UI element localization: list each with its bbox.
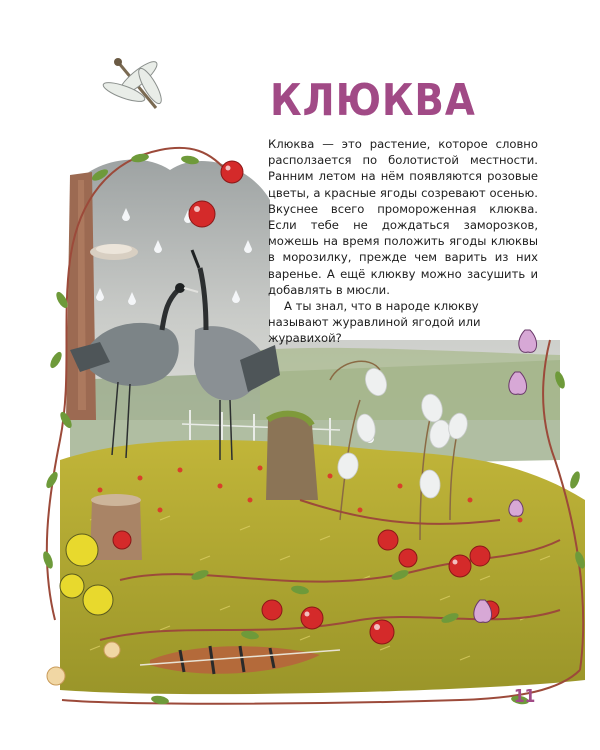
paragraph-question: А ты знал, что в народе клюкву называют журавлиной ягодой или журавихой? xyxy=(268,299,481,346)
tree-trunk xyxy=(66,172,96,420)
page-number: 11 xyxy=(514,686,536,707)
mushroom-icon xyxy=(90,244,138,260)
paragraph-main: Клюква — это растение, которое словно расползается по болотистой местности. Ранним летом на нём появляются розовые цветы, а красные ягоды созревают осенью. Вкуснее всего промороженная клюква. Если тебе не дождаться заморозков, можешь на время положить ягоды клюквы в морозилку, прежде чем варить из них варенье. А ещё клюкву можно засушить и добавлять в мюсли. xyxy=(268,137,538,297)
moss-ground xyxy=(60,440,585,694)
body-text xyxy=(268,136,538,347)
page-title: КЛЮКВА xyxy=(270,75,476,126)
dragonfly-icon xyxy=(101,57,165,108)
